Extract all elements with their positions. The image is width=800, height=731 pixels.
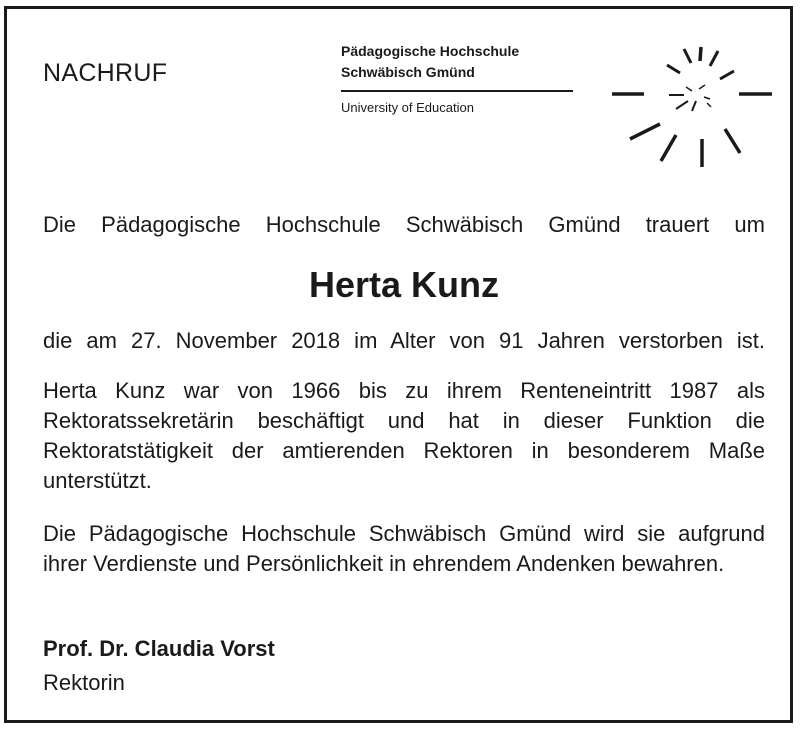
logo-divider bbox=[341, 90, 573, 92]
sunburst-logo-icon bbox=[612, 39, 772, 175]
intro-text: Die Pädagogische Hochschule Schwäbisch Gmünd trauert um bbox=[43, 212, 765, 237]
biography-paragraph: Herta Kunz war von 1966 bis zu ihrem Renteneintritt 1987 als Rektoratssekretärin beschäftigt und hat in dieser Funktion die Rektoratstätigkeit der amtierenden Rektoren in besonderem Maße unterstützt. bbox=[43, 378, 765, 493]
logo-name-line2: Schwäbisch Gmünd bbox=[341, 64, 475, 80]
deceased-name: Herta Kunz bbox=[308, 264, 500, 305]
logo-name-line1: Pädagogische Hochschule bbox=[341, 43, 520, 59]
logo-subtitle: University of Education bbox=[341, 99, 474, 115]
university-logo-text bbox=[341, 41, 573, 116]
notice-heading: NACHRUF bbox=[43, 59, 168, 87]
obituary-frame bbox=[4, 6, 793, 723]
death-line: die am 27. November 2018 im Alter von 91 Jahren verstorben ist. bbox=[43, 328, 765, 353]
signer-role: Rektorin bbox=[43, 670, 125, 695]
remembrance-paragraph: Die Pädagogische Hochschule Schwäbisch Gmünd wird sie aufgrund ihrer Verdienste und Persönlichkeit in ehrendem Andenken bewahren. bbox=[43, 521, 765, 576]
signer-name: Prof. Dr. Claudia Vorst bbox=[43, 636, 275, 661]
